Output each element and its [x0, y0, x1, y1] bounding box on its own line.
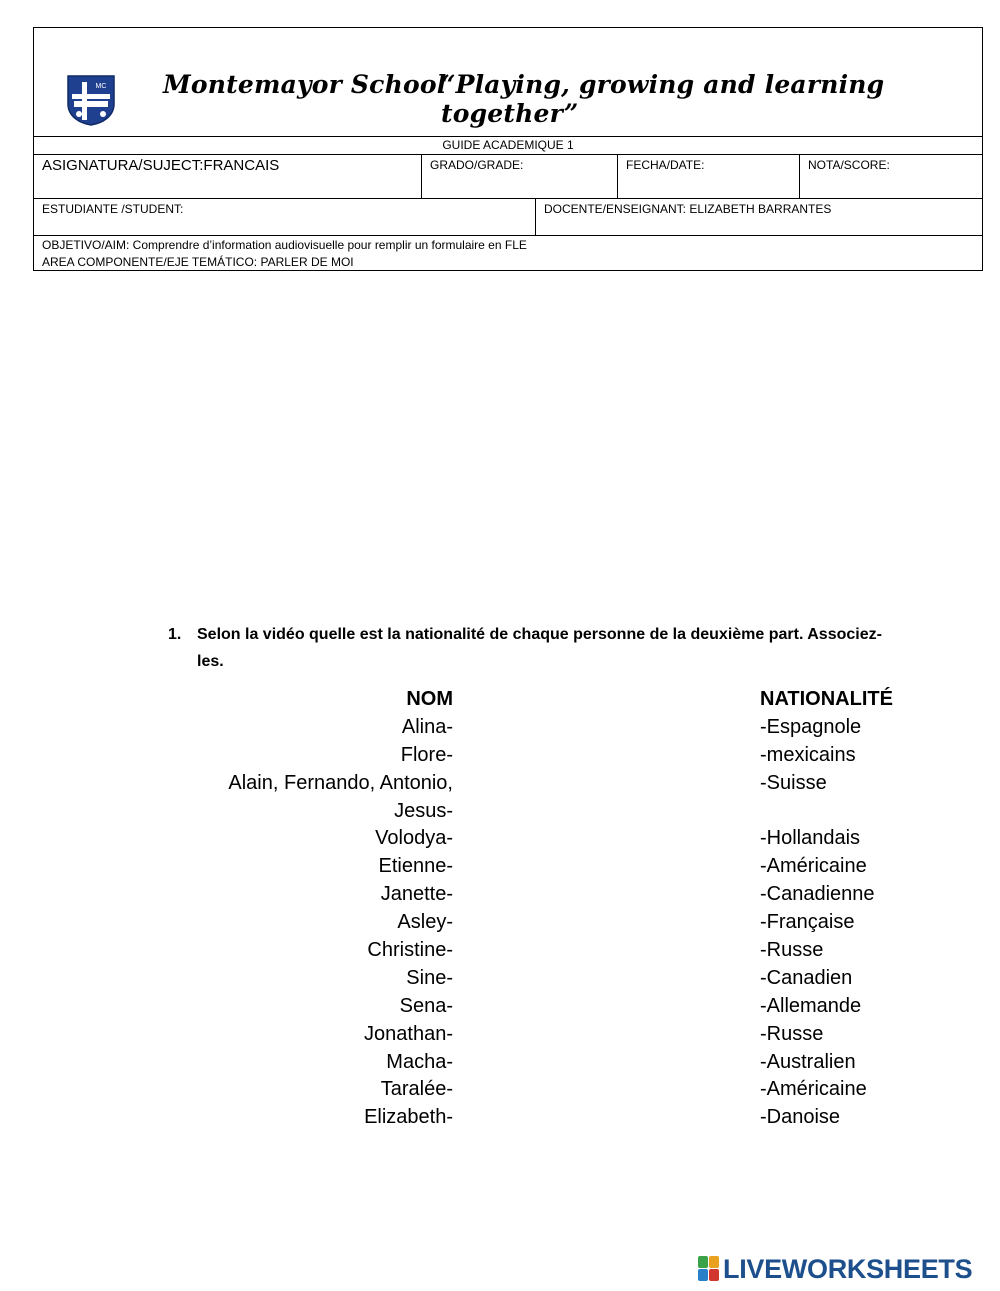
student-label: ESTUDIANTE /STUDENT: [42, 202, 184, 216]
date-label: FECHA/DATE: [626, 158, 705, 172]
grade-cell[interactable] [421, 155, 617, 198]
name-item[interactable]: Christine- [367, 939, 453, 962]
score-label: NOTA/SCORE: [808, 158, 890, 172]
nationalities-column [760, 686, 893, 1132]
name-item[interactable]: Flore- [400, 743, 453, 766]
liveworksheets-watermark [698, 1254, 972, 1284]
theme-text: AREA COMPONENTE/EJE TEMÁTICO: PARLER DE MOI [42, 255, 354, 269]
name-item[interactable]: Alina- [401, 715, 453, 738]
question-text: Selon la vidéo quelle est la nationalité de chaque personne de la deuxième part. Associez-les. [197, 626, 882, 670]
teacher-label: DOCENTE/ENSEIGNANT: ELIZABETH BARRANTES [544, 202, 832, 216]
grade-label: GRADO/GRADE: [430, 158, 524, 172]
nationality-item[interactable]: -Canadienne [760, 883, 875, 906]
nationality-item[interactable]: -Allemande [760, 994, 862, 1017]
name-item[interactable]: Macha- [386, 1050, 453, 1073]
nationality-item[interactable]: -Suisse [760, 771, 827, 794]
nationality-item[interactable]: -Canadien [760, 966, 853, 989]
aim-row [34, 236, 982, 272]
title-row [34, 28, 982, 137]
subject-cell [34, 155, 421, 198]
school-name: Montemayor School [163, 70, 447, 99]
watermark-text: LIVEWORKSHEETS [723, 1253, 973, 1284]
name-item[interactable]: Asley- [397, 911, 453, 934]
names-header: NOM [406, 688, 453, 710]
nationalities-header: NATIONALITÉ [760, 688, 893, 710]
guide-title: GUIDE ACADEMIQUE 1 [34, 137, 982, 155]
nationality-item[interactable]: -Espagnole [760, 715, 862, 738]
names-column [228, 686, 453, 1132]
student-row [34, 199, 982, 236]
info-row [34, 155, 982, 199]
subject-label: ASIGNATURA/SUJECT:FRANCAIS [42, 157, 280, 174]
nationality-item[interactable]: -mexicains [760, 743, 856, 766]
header-table [33, 27, 983, 271]
nationality-item[interactable]: -Russe [760, 1022, 824, 1045]
school-logo [65, 74, 117, 126]
teacher-cell [535, 199, 984, 235]
nationality-item[interactable]: -Russe [760, 939, 824, 962]
aim-text: OBJETIVO/AIM: Comprendre d’information audiovisuelle pour remplir un formulaire en FLE [42, 238, 527, 252]
score-cell[interactable] [799, 155, 984, 198]
nationality-item[interactable]: -Danoise [760, 1106, 841, 1129]
nationality-item [760, 798, 893, 826]
name-item[interactable]: Etienne- [378, 855, 453, 878]
question-number: 1. [168, 626, 182, 643]
nationality-item[interactable]: -Hollandais [760, 827, 861, 850]
name-item[interactable]: Sena- [399, 994, 453, 1017]
name-item[interactable]: Taralée- [380, 1078, 453, 1101]
student-cell[interactable] [34, 199, 535, 235]
svg-text:MC: MC [95, 83, 107, 90]
name-item[interactable]: Volodya- [375, 827, 453, 850]
school-motto: “Playing, growing and learning together” [441, 70, 885, 128]
name-item[interactable]: Jonathan- [364, 1022, 453, 1045]
nationality-item[interactable]: -Américaine [760, 1078, 867, 1101]
name-item[interactable]: Jesus- [394, 799, 453, 822]
liveworksheets-logo-icon [698, 1256, 720, 1282]
name-item[interactable]: Sine- [406, 966, 453, 989]
nationality-item[interactable]: -Française [760, 911, 855, 934]
name-item[interactable]: Alain, Fernando, Antonio, [228, 771, 453, 794]
name-item[interactable]: Elizabeth- [364, 1106, 453, 1129]
name-item[interactable]: Janette- [380, 883, 453, 906]
nationality-item[interactable]: -Australien [760, 1050, 856, 1073]
nationality-item[interactable]: -Américaine [760, 855, 867, 878]
date-cell[interactable] [617, 155, 799, 198]
